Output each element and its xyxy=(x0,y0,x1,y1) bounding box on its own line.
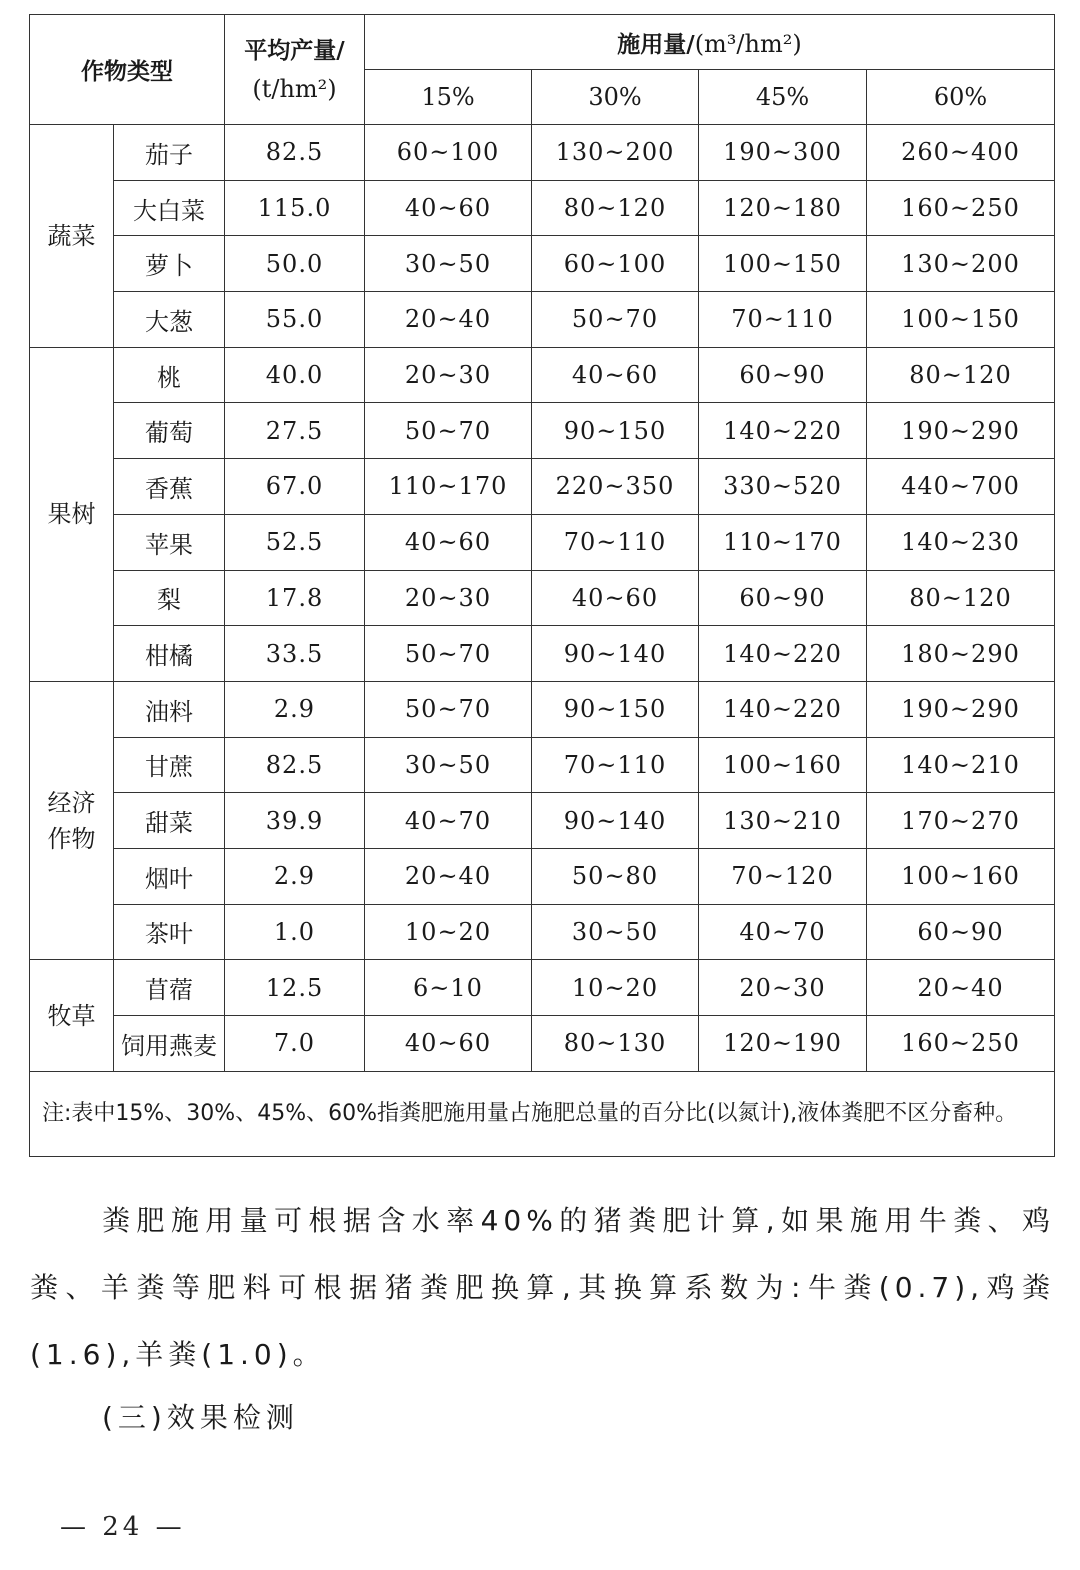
application-rate-45-cell: 190~300 xyxy=(699,125,867,181)
application-rate-60-cell: 260~400 xyxy=(867,125,1055,181)
application-rate-30-cell: 60~100 xyxy=(532,236,699,292)
average-yield-cell: 55.0 xyxy=(225,292,365,348)
application-rate-45-cell: 70~120 xyxy=(699,848,867,904)
header-percent-15: 15% xyxy=(365,70,532,125)
average-yield-cell: 82.5 xyxy=(225,737,365,793)
application-rate-15-cell: 110~170 xyxy=(365,459,532,515)
crop-name-cell: 柑橘 xyxy=(114,626,225,682)
table-row xyxy=(30,125,1055,181)
average-yield-cell: 115.0 xyxy=(225,180,365,236)
application-rate-15-cell: 40~70 xyxy=(365,793,532,849)
crop-name-cell: 甜菜 xyxy=(114,793,225,849)
application-rate-15-cell: 40~60 xyxy=(365,1016,532,1072)
application-rate-45-cell: 140~220 xyxy=(699,681,867,737)
application-rate-30-cell: 70~110 xyxy=(532,737,699,793)
table-row xyxy=(30,236,1055,292)
average-yield-cell: 52.5 xyxy=(225,514,365,570)
application-rate-60-cell: 440~700 xyxy=(867,459,1055,515)
application-rate-30-cell: 80~130 xyxy=(532,1016,699,1072)
application-rate-45-cell: 70~110 xyxy=(699,292,867,348)
application-rate-60-cell: 20~40 xyxy=(867,960,1055,1016)
application-rate-30-cell: 30~50 xyxy=(532,904,699,960)
header-percent-30: 30% xyxy=(532,70,699,125)
crop-name-cell: 梨 xyxy=(114,570,225,626)
table-row xyxy=(30,403,1055,459)
table-note-text: 注:表中15%、30%、45%、60%指粪肥施用量占施肥总量的百分比(以氮计),液体粪肥不区分畜种。 xyxy=(42,1100,1018,1126)
crop-name-cell: 茄子 xyxy=(114,125,225,181)
category-cell xyxy=(30,681,114,959)
application-rate-15-cell: 10~20 xyxy=(365,904,532,960)
crop-name-cell: 葡萄 xyxy=(114,403,225,459)
header-average-yield xyxy=(225,15,365,125)
body-paragraph xyxy=(30,1187,1055,1388)
application-rate-15-cell: 50~70 xyxy=(365,626,532,682)
header-application-label: 施用量/ xyxy=(617,31,695,58)
crop-name-cell: 桃 xyxy=(114,347,225,403)
application-rate-15-cell: 40~60 xyxy=(365,180,532,236)
application-rate-30-cell: 50~70 xyxy=(532,292,699,348)
application-rate-45-cell: 110~170 xyxy=(699,514,867,570)
table-row xyxy=(30,737,1055,793)
application-rate-15-cell: 30~50 xyxy=(365,236,532,292)
table-row xyxy=(30,848,1055,904)
paragraph-text: 粪肥施用量可根据含水率40%的猪粪肥计算,如果施用牛粪、鸡粪、羊粪等肥料可根据猪粪肥换算,其换算系数为:牛粪(0.7),鸡粪(1.6),羊粪(1.0)。 xyxy=(30,1204,1055,1371)
application-rate-15-cell: 20~40 xyxy=(365,848,532,904)
application-rate-45-cell: 60~90 xyxy=(699,570,867,626)
category-label-line1: 经济 xyxy=(47,788,96,817)
crop-name-cell: 甘蔗 xyxy=(114,737,225,793)
category-cell: 蔬菜 xyxy=(30,125,114,348)
average-yield-cell: 12.5 xyxy=(225,960,365,1016)
application-rate-60-cell: 80~120 xyxy=(867,570,1055,626)
average-yield-cell: 2.9 xyxy=(225,848,365,904)
application-rate-15-cell: 30~50 xyxy=(365,737,532,793)
application-rate-30-cell: 50~80 xyxy=(532,848,699,904)
application-rate-30-cell: 40~60 xyxy=(532,347,699,403)
application-rate-30-cell: 40~60 xyxy=(532,570,699,626)
application-rate-15-cell: 50~70 xyxy=(365,403,532,459)
application-rate-30-cell: 80~120 xyxy=(532,180,699,236)
crop-name-cell: 香蕉 xyxy=(114,459,225,515)
application-rate-60-cell: 140~210 xyxy=(867,737,1055,793)
table-row xyxy=(30,570,1055,626)
table-row xyxy=(30,960,1055,1016)
application-rate-45-cell: 100~150 xyxy=(699,236,867,292)
application-rate-30-cell: 90~140 xyxy=(532,626,699,682)
header-application-unit: (m³/hm²) xyxy=(694,29,802,58)
application-rate-30-cell: 220~350 xyxy=(532,459,699,515)
application-rate-60-cell: 100~150 xyxy=(867,292,1055,348)
application-rate-45-cell: 20~30 xyxy=(699,960,867,1016)
table-row xyxy=(30,347,1055,403)
average-yield-cell: 82.5 xyxy=(225,125,365,181)
header-yield-label: 平均产量/ xyxy=(244,38,345,64)
crop-name-cell: 苜蓿 xyxy=(114,960,225,1016)
application-rate-60-cell: 80~120 xyxy=(867,347,1055,403)
table-row xyxy=(30,514,1055,570)
application-rate-15-cell: 20~30 xyxy=(365,347,532,403)
note-row xyxy=(30,1071,1055,1156)
header-application-rate xyxy=(365,15,1055,70)
crop-name-cell: 大葱 xyxy=(114,292,225,348)
category-cell: 牧草 xyxy=(30,960,114,1071)
application-rate-30-cell: 70~110 xyxy=(532,514,699,570)
average-yield-cell: 17.8 xyxy=(225,570,365,626)
application-rate-45-cell: 330~520 xyxy=(699,459,867,515)
application-rate-60-cell: 160~250 xyxy=(867,180,1055,236)
application-rate-45-cell: 40~70 xyxy=(699,904,867,960)
crop-name-cell: 大白菜 xyxy=(114,180,225,236)
crop-name-cell: 烟叶 xyxy=(114,848,225,904)
application-rate-30-cell: 90~150 xyxy=(532,681,699,737)
crop-name-cell: 饲用燕麦 xyxy=(114,1016,225,1072)
crop-name-cell: 茶叶 xyxy=(114,904,225,960)
table-note xyxy=(30,1071,1055,1156)
application-rate-30-cell: 10~20 xyxy=(532,960,699,1016)
average-yield-cell: 33.5 xyxy=(225,626,365,682)
application-rate-60-cell: 190~290 xyxy=(867,681,1055,737)
table-row xyxy=(30,180,1055,236)
application-rate-60-cell: 160~250 xyxy=(867,1016,1055,1072)
crop-name-cell: 苹果 xyxy=(114,514,225,570)
application-rate-60-cell: 180~290 xyxy=(867,626,1055,682)
header-percent-45: 45% xyxy=(699,70,867,125)
average-yield-cell: 39.9 xyxy=(225,793,365,849)
average-yield-cell: 50.0 xyxy=(225,236,365,292)
section-heading: (三)效果检测 xyxy=(102,1401,299,1434)
header-percent-60: 60% xyxy=(867,70,1055,125)
page-number: — 24 — xyxy=(60,1512,186,1542)
crop-name-cell: 萝卜 xyxy=(114,236,225,292)
application-rate-60-cell: 170~270 xyxy=(867,793,1055,849)
application-rate-60-cell: 100~160 xyxy=(867,848,1055,904)
application-rate-table xyxy=(29,14,1055,1157)
table-row xyxy=(30,459,1055,515)
crop-name-cell: 油料 xyxy=(114,681,225,737)
application-rate-60-cell: 190~290 xyxy=(867,403,1055,459)
average-yield-cell: 67.0 xyxy=(225,459,365,515)
application-rate-45-cell: 140~220 xyxy=(699,403,867,459)
average-yield-cell: 7.0 xyxy=(225,1016,365,1072)
application-rate-30-cell: 130~200 xyxy=(532,125,699,181)
category-label-line2: 作物 xyxy=(47,824,96,853)
application-rate-30-cell: 90~140 xyxy=(532,793,699,849)
application-rate-45-cell: 130~210 xyxy=(699,793,867,849)
application-rate-45-cell: 60~90 xyxy=(699,347,867,403)
application-rate-60-cell: 140~230 xyxy=(867,514,1055,570)
application-rate-15-cell: 60~100 xyxy=(365,125,532,181)
application-rate-45-cell: 140~220 xyxy=(699,626,867,682)
average-yield-cell: 27.5 xyxy=(225,403,365,459)
application-rate-15-cell: 50~70 xyxy=(365,681,532,737)
header-crop-type: 作物类型 xyxy=(30,15,225,125)
application-rate-45-cell: 120~180 xyxy=(699,180,867,236)
application-rate-45-cell: 100~160 xyxy=(699,737,867,793)
header-yield-unit: (t/hm²) xyxy=(252,75,337,103)
average-yield-cell: 40.0 xyxy=(225,347,365,403)
table-row xyxy=(30,904,1055,960)
application-rate-15-cell: 20~40 xyxy=(365,292,532,348)
average-yield-cell: 1.0 xyxy=(225,904,365,960)
application-rate-15-cell: 20~30 xyxy=(365,570,532,626)
table-row xyxy=(30,681,1055,737)
application-rate-60-cell: 60~90 xyxy=(867,904,1055,960)
table-row xyxy=(30,292,1055,348)
average-yield-cell: 2.9 xyxy=(225,681,365,737)
table-row xyxy=(30,793,1055,849)
application-rate-15-cell: 6~10 xyxy=(365,960,532,1016)
application-rate-15-cell: 40~60 xyxy=(365,514,532,570)
application-rate-45-cell: 120~190 xyxy=(699,1016,867,1072)
category-cell: 果树 xyxy=(30,347,114,681)
table-row xyxy=(30,1016,1055,1072)
application-rate-30-cell: 90~150 xyxy=(532,403,699,459)
application-rate-60-cell: 130~200 xyxy=(867,236,1055,292)
table-row xyxy=(30,626,1055,682)
